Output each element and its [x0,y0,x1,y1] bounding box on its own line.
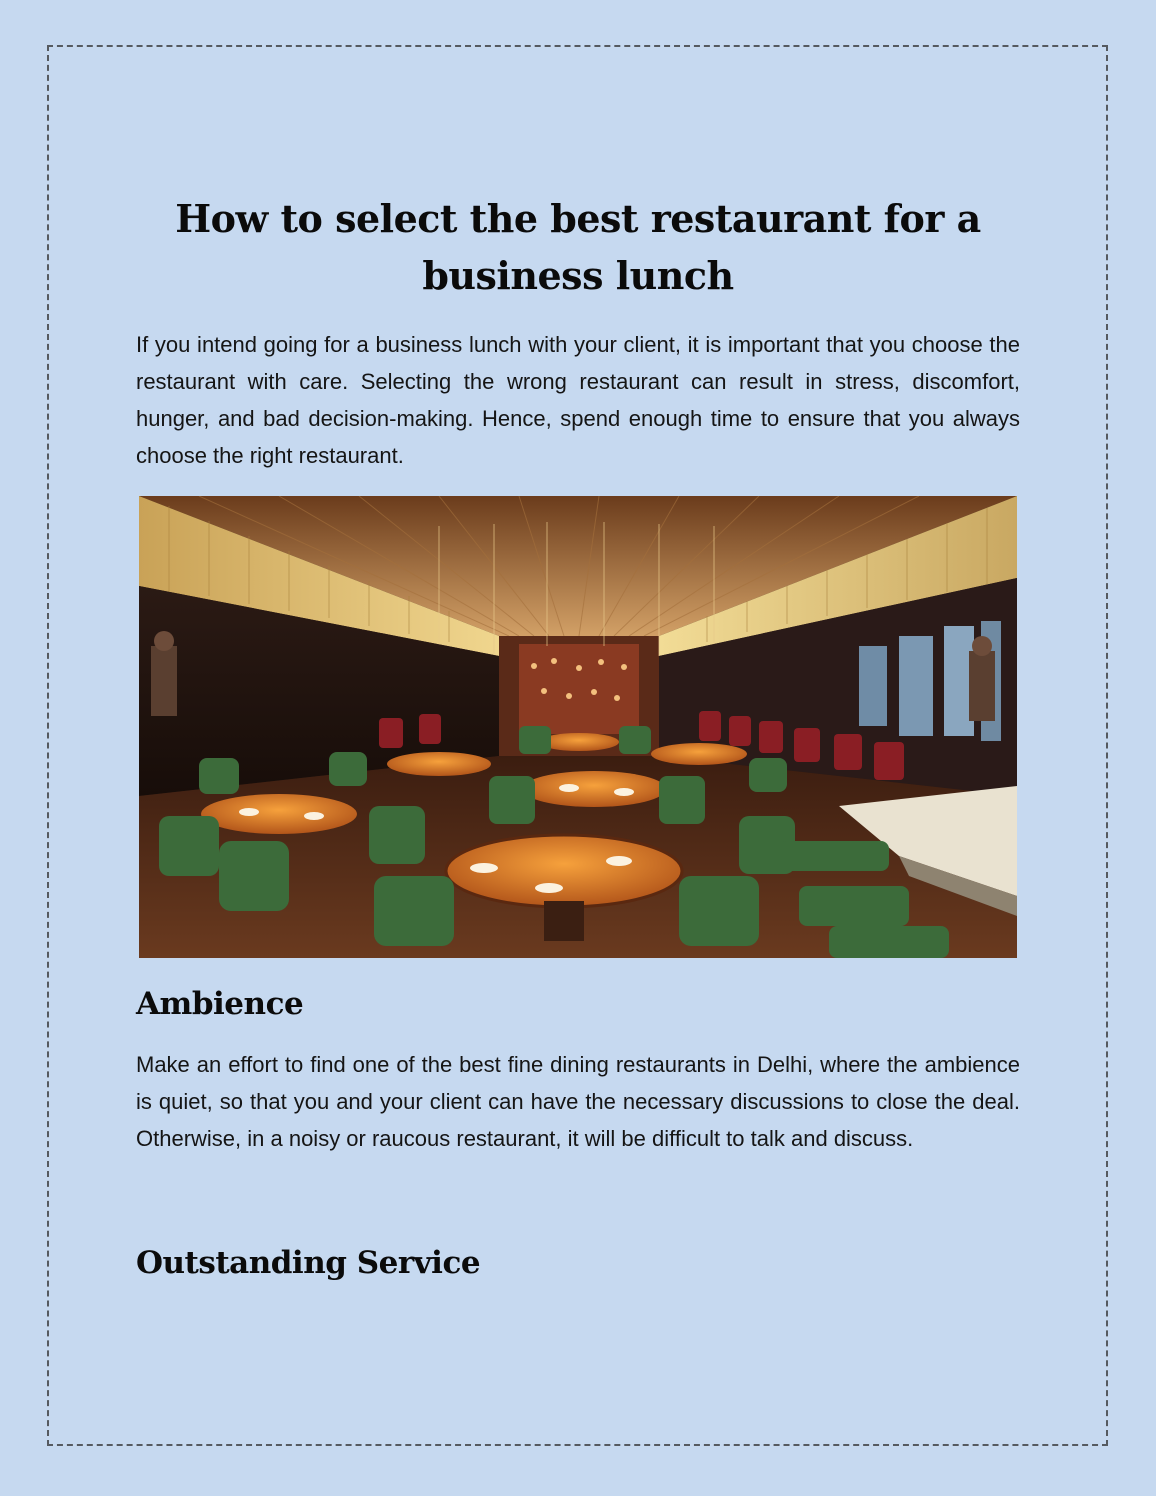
document-content [136,190,1020,1283]
intro-paragraph: If you intend going for a business lunch with your client, it is important that you choose the restaurant with care. Selecting the wrong restaurant can result in stress, discomfort, hunger, and bad decision-making. Hence, spend enough time to ensure that you always choose the right restaurant. [136,332,1020,468]
section-heading-ambience: Ambience [136,986,304,1022]
restaurant-photo [139,496,1017,958]
page-title: How to select the best restaurant for a business lunch [175,196,981,298]
ambience-paragraph: Make an effort to find one of the best fine dining restaurants in Delhi, where the ambience is quiet, so that you and your client can have the necessary discussions to close the deal. Otherwise, in a noisy or raucous restaurant, it will be difficult to talk and discuss. [136,1052,1020,1151]
section-heading-outstanding-service: Outstanding Service [136,1245,481,1281]
